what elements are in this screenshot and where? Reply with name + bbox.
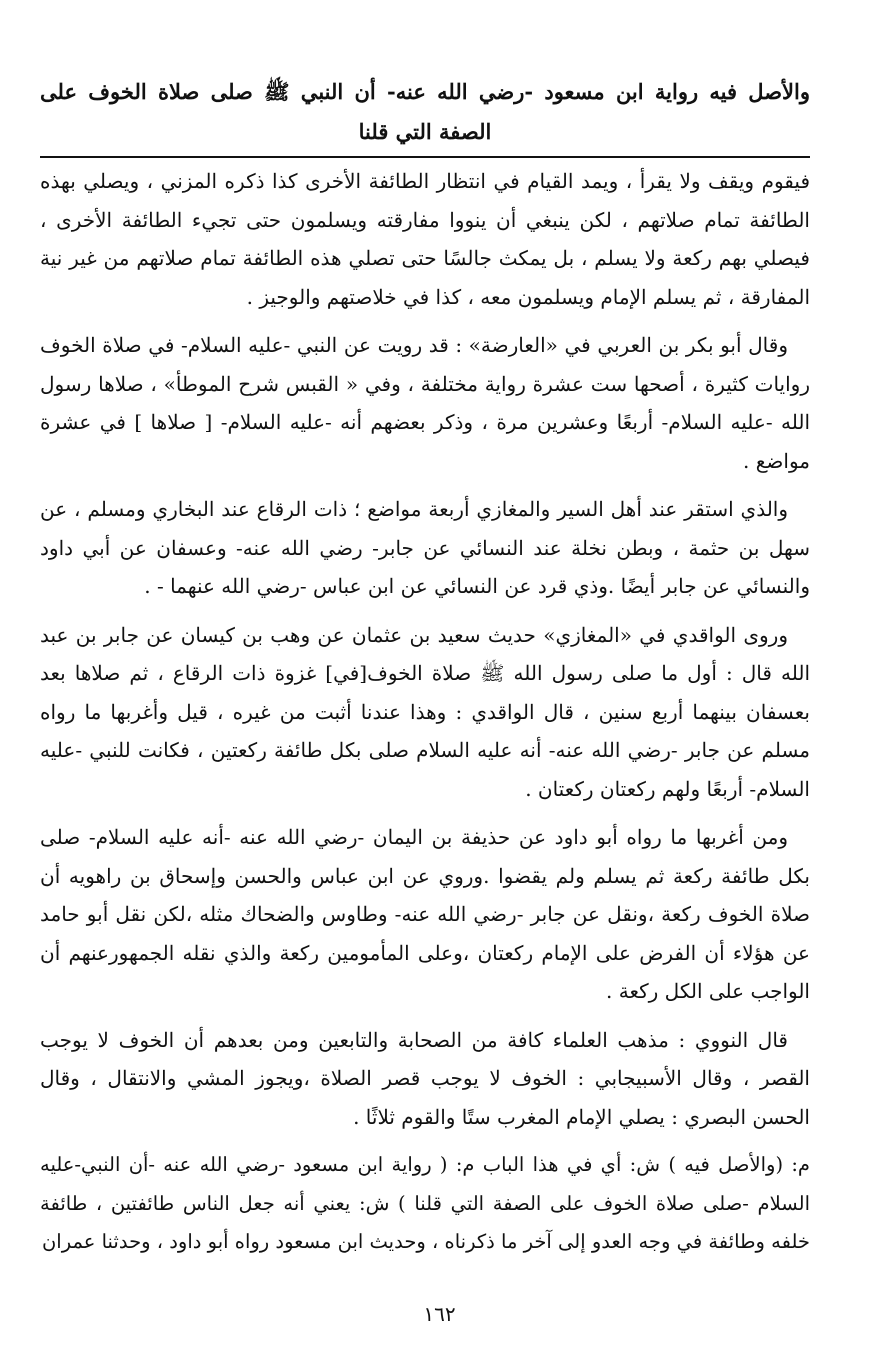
heading-divider bbox=[40, 156, 810, 158]
section-heading: والأصل فيه رواية ابن مسعود -رضي الله عنه- أن النبي ﷺ صلى صلاة الخوف على الصفة التي قلنا bbox=[40, 79, 810, 144]
paragraph-6: قال النووي : مذهب العلماء كافة من الصحابة والتابعين ومن بعدهم أن الخوف لا يوجب القصر ، وقال الأسبيجابي : الخوف لا يوجب قصر الصلاة ،ويجوز المشي والانتقال ، وقال الحسن البصري : يصلي الإمام المغرب ستًا والقوم ثلاثًا . bbox=[40, 1027, 810, 1129]
paragraph-1: فيقوم ويقف ولا يقرأ ، ويمد القيام في انتظار الطائفة الأخرى كذا ذكره المزني ، ويصلي بهذه الطائفة تمام صلاتهم ، لكن ينبغي أن ينووا مفارقته ويسلمون حتى تجيء الطائفة الأخرى ، فيصلي بهم ركعة ولا يسلم ، بل يمكث جالسًا حتى تصلي هذه الطائفة تمام صلاتهم من غير نية المفارقة ، ثم يسلم الإمام ويسلمون معه ، كذا في خلاصتهم والوجيز . bbox=[40, 169, 810, 309]
paragraph-7-commentary: م: (والأصل فيه ) ش: أي في هذا الباب م: ( رواية ابن مسعود -رضي الله عنه -أن النبي-عليه السلام -صلى صلاة الخوف على الصفة التي قلنا ) ش: يعني أنه جعل الناس طائفتين ، طائفة خلفه وطائفة في وجه العدو إلى آخر ما ذكرناه ، وحديث ابن مسعود رواه أبو داود ، وحدثنا عمران bbox=[40, 1153, 810, 1253]
paragraph-3: والذي استقر عند أهل السير والمغازي أربعة مواضع ؛ ذات الرقاع عند البخاري ومسلم ، عن سهل بن حثمة ، وبطن نخلة عند النسائي عن جابر- رضي الله عنه- وعسفان عن أبي داود والنسائي عن جابر أيضًا .وذي قرد عن النسائي عن ابن عباس -رضي الله عنهما - . bbox=[40, 497, 810, 598]
page-body bbox=[40, 72, 810, 1272]
paragraph-5: ومن أغربها ما رواه أبو داود عن حذيفة بن اليمان -رضي الله عنه -أنه عليه السلام- صلى بكل طائفة ركعة ثم يسلم ولم يقضوا .وروي عن ابن عباس والحسن وإسحاق بن راهويه أن صلاة الخوف ركعة ،ونقل عن جابر -رضي الله عنه- وطاوس والضحاك مثله ،لكن نقل أبو حامد عن هؤلاء أن الفرض على الإمام ركعتان ،وعلى المأمومين ركعة والذي نقله الجمهورعنهم أن الواجب على الكل ركعة . bbox=[40, 825, 810, 1003]
paragraph-2: وقال أبو بكر بن العربي في «العارضة» : قد رويت عن النبي -عليه السلام- في صلاة الخوف روايات كثيرة ، أصحها ست عشرة رواية مختلفة ، وفي « القبس شرح الموطأ» ، صلاها رسول الله -عليه السلام- أربعًا وعشرين مرة ، وذكر بعضهم أنه -عليه السلام- [ صلاها ] في عشرة مواضع . bbox=[40, 333, 810, 473]
page-number: ١٦٢ bbox=[423, 1302, 456, 1326]
paragraph-4: وروى الواقدي في «المغازي» حديث سعيد بن عثمان عن وهب بن كيسان عن جابر بن عبد الله قال : أول ما صلى رسول الله ﷺ صلاة الخوف[في] غزوة ذات الرقاع ، ثم صلاها بعد بعسفان بينهما أربع سنين ، قال الواقدي : وهذا عندنا أثبت من غيره ، قيل وأغربها ما رواه مسلم عن جابر -رضي الله عنه- أنه عليه السلام صلى بكل طائفة ركعتين ، فكانت للنبي -عليه السلام- أربعًا ولهم ركعتان ركعتان . bbox=[40, 622, 811, 801]
